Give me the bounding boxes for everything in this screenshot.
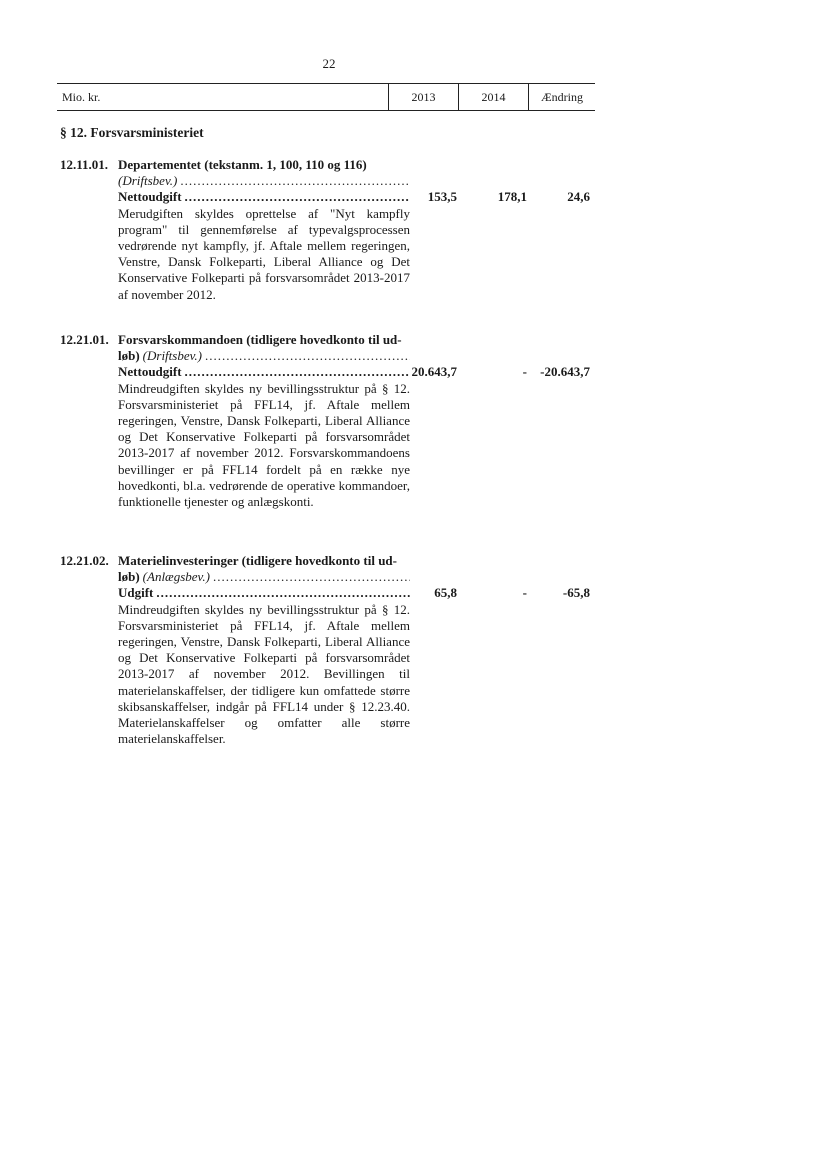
leader-dots xyxy=(180,173,410,189)
entry-subtitle-line xyxy=(118,173,410,189)
entry-value-change: 24,6 xyxy=(567,189,590,205)
entry-value-2013: 153,5 xyxy=(427,189,457,205)
page-number: 22 xyxy=(322,56,336,71)
entry-body xyxy=(118,332,410,510)
entry-subtitle: (Driftsbev.) xyxy=(142,348,202,364)
entry-subtitle-line xyxy=(118,569,410,585)
section-title: § 12. Forsvarsministeriet xyxy=(60,125,204,140)
entry-value-2013: 65,8 xyxy=(434,585,457,601)
entry-title: Materielinvesteringer (tidligere hovedkonto til ud- xyxy=(118,553,397,568)
entry-body xyxy=(118,553,410,747)
header-label-unit: Mio. kr. xyxy=(62,89,101,104)
entry-description: Mindreudgiften skyldes ny bevillingsstruktur på § 12. Forsvarsministeriet på FFL14, jf. Aftale mellem regeringen, Venstre, Dansk Folkeparti, Liberal Alliance og Det Konservative Folkeparti på forsvarsområdet 2013-2017 af november 2012. Bevillingen til materielanskaffelser, der tidligere kun omfattede større skibsanskaffelser, indgår på FFL14 under § 12.23.40. Materielanskaffelser og omfatter alle større materielanskaffelser. xyxy=(118,601,410,747)
entry-code: 12.21.02. xyxy=(60,553,109,568)
table-header xyxy=(57,83,595,111)
entry-description: Merudgiften skyldes oprettelse af "Nyt kampfly program" til gennemførelse af typevalgsprocessen vedrørende nyt kampfly, jf. Aftale mellem regeringen, Venstre, Dansk Folkeparti, Liberal Alliance og Det Konservative Folkeparti på forsvarsområdet 2013-2017 af november 2012. xyxy=(118,205,410,302)
entry-code: 12.21.01. xyxy=(60,332,109,347)
entry-value-2013: 20.643,7 xyxy=(411,364,457,380)
entry-value-change: -65,8 xyxy=(562,585,590,601)
entry-amount-label: Nettoudgift xyxy=(118,364,182,380)
header-col-2014: 2014 xyxy=(458,84,528,110)
entry-title: Forsvarskommandoen (tidligere hovedkonto til ud- xyxy=(118,332,402,347)
entry-amount-label: Nettoudgift xyxy=(118,189,182,205)
entry-description: Mindreudgiften skyldes ny bevillingsstruktur på § 12. Forsvarsministeriet på FFL14, jf. Aftale mellem regeringen, Venstre, Dansk Folkeparti, Liberal Alliance og Det Konservative Folkeparti på forsvarsområdet 2013-2017 af november 2012. Forsvarskommandoens bevillinger er på FFL14 fordelt på en række nye hovedkonti, bl.a. vedrørende de operative kommandoer, funktionelle tjenester og anlægskonti. xyxy=(118,380,410,510)
entry-title-continuation: løb) xyxy=(118,569,140,585)
entry-value-2014: - xyxy=(522,585,527,601)
leader-dots xyxy=(205,348,410,364)
entry-body xyxy=(118,157,410,303)
entry-code: 12.11.01. xyxy=(60,157,109,172)
leader-dots xyxy=(213,569,410,585)
entry-amount-label: Udgift xyxy=(118,585,154,601)
entry-value-2014: - xyxy=(522,364,527,380)
entry-subtitle: (Driftsbev.) xyxy=(118,173,178,189)
entry-value-change: -20.643,7 xyxy=(540,364,590,380)
entry-value-2014: 178,1 xyxy=(497,189,527,205)
entry-subtitle: (Anlægsbev.) xyxy=(142,569,210,585)
entry-title-continuation: løb) xyxy=(118,348,140,364)
entry-title: Departementet (tekstanm. 1, 100, 110 og 116) xyxy=(118,157,367,172)
entry-subtitle-line xyxy=(118,348,410,364)
header-col-change: Ændring xyxy=(528,84,595,110)
header-col-2013: 2013 xyxy=(388,84,458,110)
